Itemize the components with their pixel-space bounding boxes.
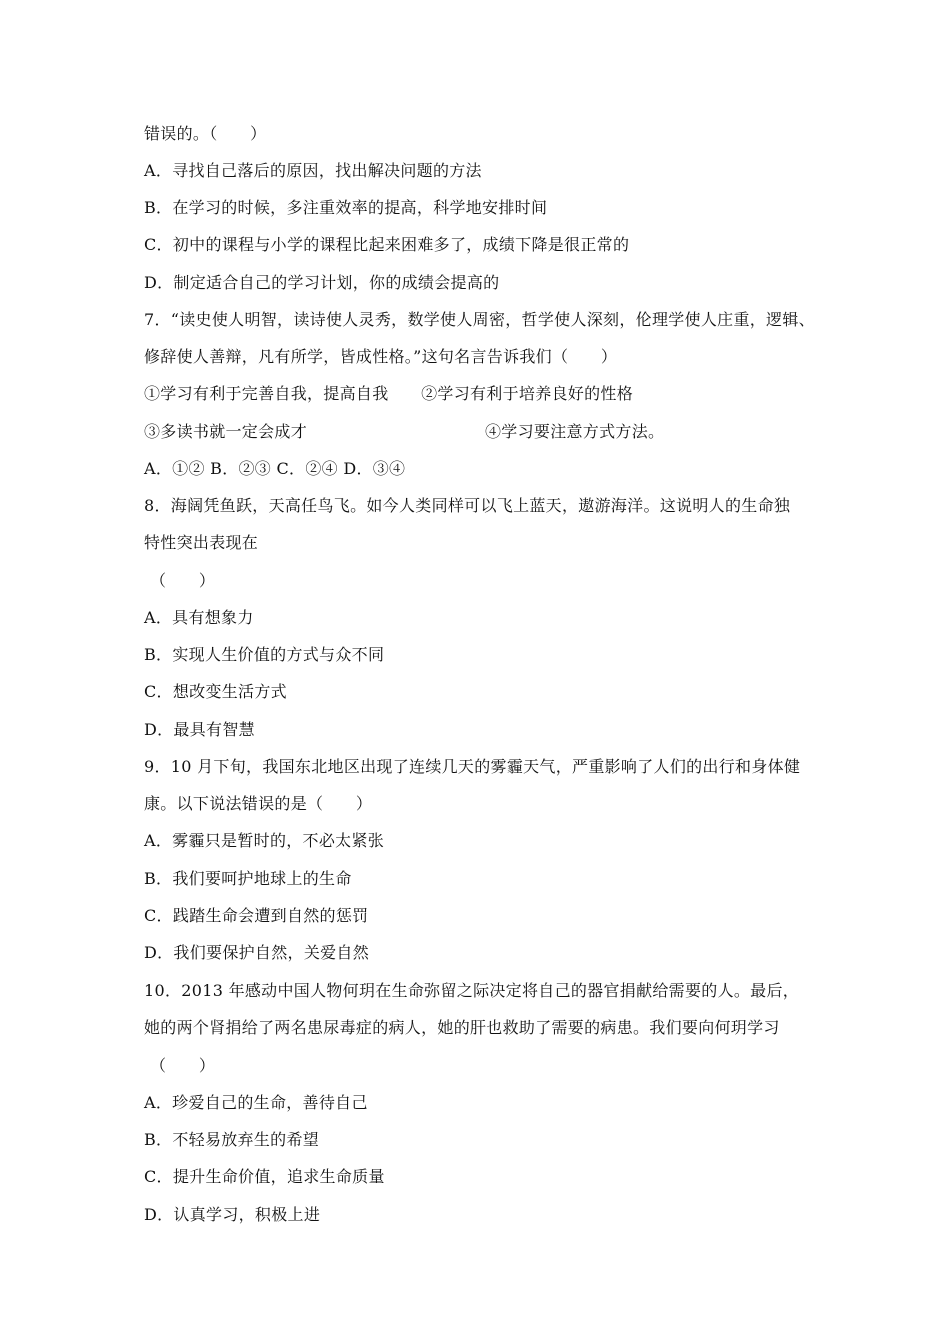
question-9-option-d: D．我们要保护自然，关爱自然 bbox=[144, 943, 370, 962]
question-7-stem-line-2: 修辞使人善辩，凡有所学，皆成性格。”这句名言告诉我们（ ） bbox=[144, 347, 618, 366]
question-6-option-a: A．寻找自己落后的原因，找出解决问题的方法 bbox=[144, 161, 482, 180]
question-6-option-d: D．制定适合自己的学习计划，你的成绩会提高的 bbox=[144, 273, 500, 292]
question-8-stem-line-2: 特性突出表现在 bbox=[144, 533, 259, 552]
question-6-option-b: B．在学习的时候，多注重效率的提高，科学地安排时间 bbox=[144, 198, 548, 217]
question-10-option-b: B．不轻易放弃生的希望 bbox=[144, 1130, 320, 1149]
question-10-answer-blank: （ ） bbox=[150, 1056, 216, 1075]
question-10-stem-line-1: 10．2013 年感动中国人物何玥在生命弥留之际决定将自己的器官捐献给需要的人。最后， bbox=[144, 981, 800, 1000]
question-7-statement-4: ④学习要注意方式方法。 bbox=[485, 422, 665, 441]
question-6-stem-end: 错误的。（ ） bbox=[144, 124, 267, 143]
question-9-stem-line-1: 9．10 月下旬，我国东北地区出现了连续几天的雾霾天气，严重影响了人们的出行和身体健 bbox=[144, 757, 801, 776]
question-10-option-a: A．珍爱自己的生命，善待自己 bbox=[144, 1093, 368, 1112]
question-9-option-b: B．我们要呵护地球上的生命 bbox=[144, 869, 352, 888]
question-8-answer-blank: （ ） bbox=[150, 571, 216, 590]
question-8-option-b: B．实现人生价值的方式与众不同 bbox=[144, 645, 385, 664]
question-8-option-d: D．最具有智慧 bbox=[144, 720, 255, 739]
question-9-option-a: A．雾霾只是暂时的，不必太紧张 bbox=[144, 831, 385, 850]
question-10-option-d: D．认真学习，积极上进 bbox=[144, 1205, 321, 1224]
question-6-option-c: C．初中的课程与小学的课程比起来困难多了，成绩下降是很正常的 bbox=[144, 235, 630, 254]
question-8-stem-line-1: 8．海阔凭鱼跃，天高任鸟飞。如今人类同样可以飞上蓝天，遨游海洋。这说明人的生命独 bbox=[144, 496, 791, 515]
question-8-option-c: C．想改变生活方式 bbox=[144, 682, 287, 701]
question-7-options: A．①② B．②③ C．②④ D．③④ bbox=[144, 459, 406, 478]
question-7-statements-line-1: ①学习有利于完善自我，提高自我 ②学习有利于培养良好的性格 bbox=[144, 384, 634, 403]
question-8-option-a: A．具有想象力 bbox=[144, 608, 254, 627]
question-9-stem-line-2: 康。以下说法错误的是（ ） bbox=[144, 794, 373, 813]
question-7-stem-line-1: 7．“读史使人明智，读诗使人灵秀，数学使人周密，哲学使人深刻，伦理学使人庄重，逻辑、 bbox=[144, 310, 815, 329]
question-10-stem-line-2: 她的两个肾捐给了两名患尿毒症的病人，她的肝也救助了需要的病患。我们要向何玥学习 bbox=[144, 1018, 780, 1037]
question-10-option-c: C．提升生命价值，追求生命质量 bbox=[144, 1167, 385, 1186]
question-9-option-c: C．践踏生命会遭到自然的惩罚 bbox=[144, 906, 369, 925]
question-7-statement-3: ③多读书就一定会成才 bbox=[144, 422, 308, 441]
